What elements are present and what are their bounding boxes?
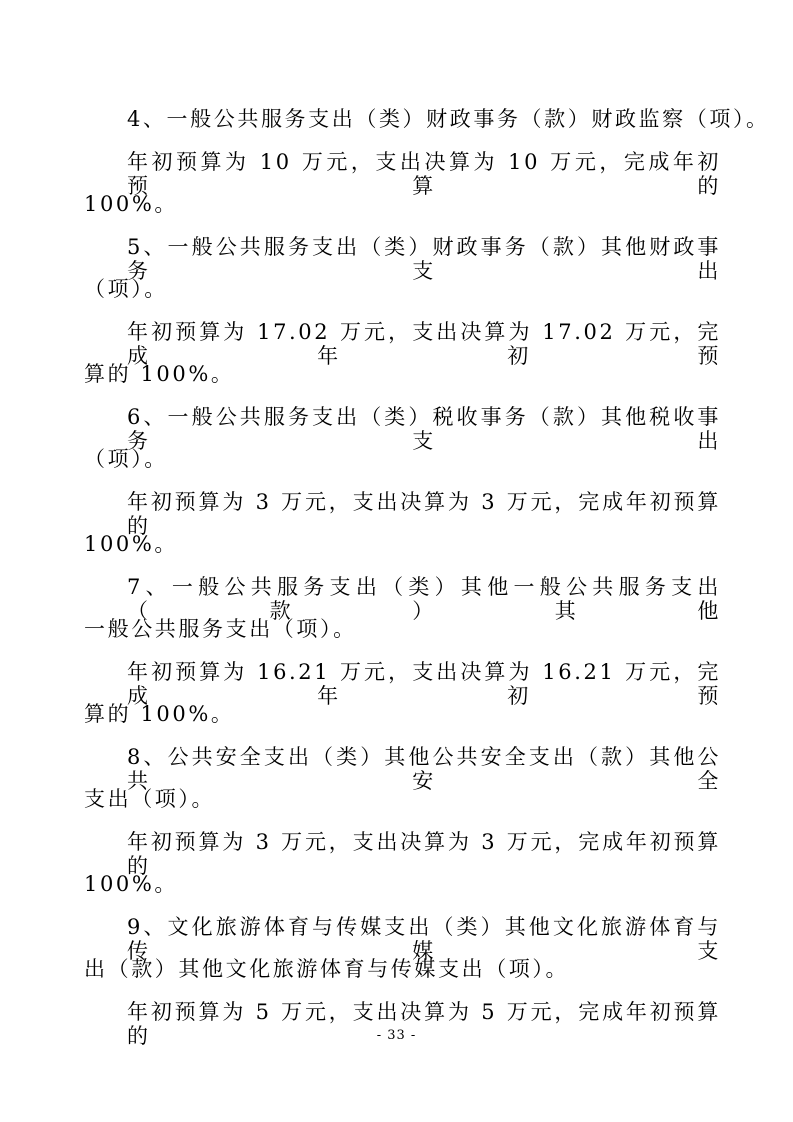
item-6-budget-text: 年初预算为 3 万元，支出决算为 3 万元，完成年初预算的 (127, 490, 721, 538)
item-4-heading: 4、一般公共服务支出（类）财政事务（款）财政监察（项）。 (127, 107, 770, 131)
item-7-heading-cont: 一般公共服务支出（项）。 (84, 617, 357, 641)
item-5-budget-text-cont: 算的 100%。 (84, 362, 235, 386)
item-7-budget-text: 年初预算为 16.21 万元，支出决算为 16.21 万元，完成年初预 (127, 660, 721, 708)
item-7-budget-text-cont: 算的 100%。 (84, 702, 235, 726)
item-6-budget-text-cont: 100%。 (84, 532, 179, 556)
item-5-budget-text: 年初预算为 17.02 万元，支出决算为 17.02 万元，完成年初预 (127, 320, 721, 368)
item-9-budget-text: 年初预算为 5 万元，支出决算为 5 万元，完成年初预算的 (127, 1000, 721, 1048)
item-8-heading-cont: 支出（项）。 (84, 787, 216, 811)
item-8-budget-text: 年初预算为 3 万元，支出决算为 3 万元，完成年初预算的 (127, 830, 721, 878)
item-4-budget-text-cont: 100%。 (84, 192, 179, 216)
item-5-heading: 5、一般公共服务支出（类）财政事务（款）其他财政事务支出 (127, 235, 721, 283)
item-8-budget-text-cont: 100%。 (84, 872, 179, 896)
item-6-heading-cont: （项）。 (84, 447, 168, 471)
item-6-heading: 6、一般公共服务支出（类）税收事务（款）其他税收事务支出 (127, 405, 721, 453)
item-4-budget-text: 年初预算为 10 万元，支出决算为 10 万元，完成年初预算的 (127, 150, 721, 198)
item-7-heading: 7、一般公共服务支出（类）其他一般公共服务支出（款）其他 (127, 575, 721, 623)
item-9-heading: 9、文化旅游体育与传媒支出（类）其他文化旅游体育与传媒支 (127, 915, 721, 963)
item-8-heading: 8、公共安全支出（类）其他公共安全支出（款）其他公共安全 (127, 745, 721, 793)
item-9-heading-cont: 出（款）其他文化旅游体育与传媒支出（项）。 (84, 957, 570, 981)
page-number: - 33 - (376, 1028, 417, 1043)
item-5-heading-cont: （项）。 (84, 277, 168, 301)
